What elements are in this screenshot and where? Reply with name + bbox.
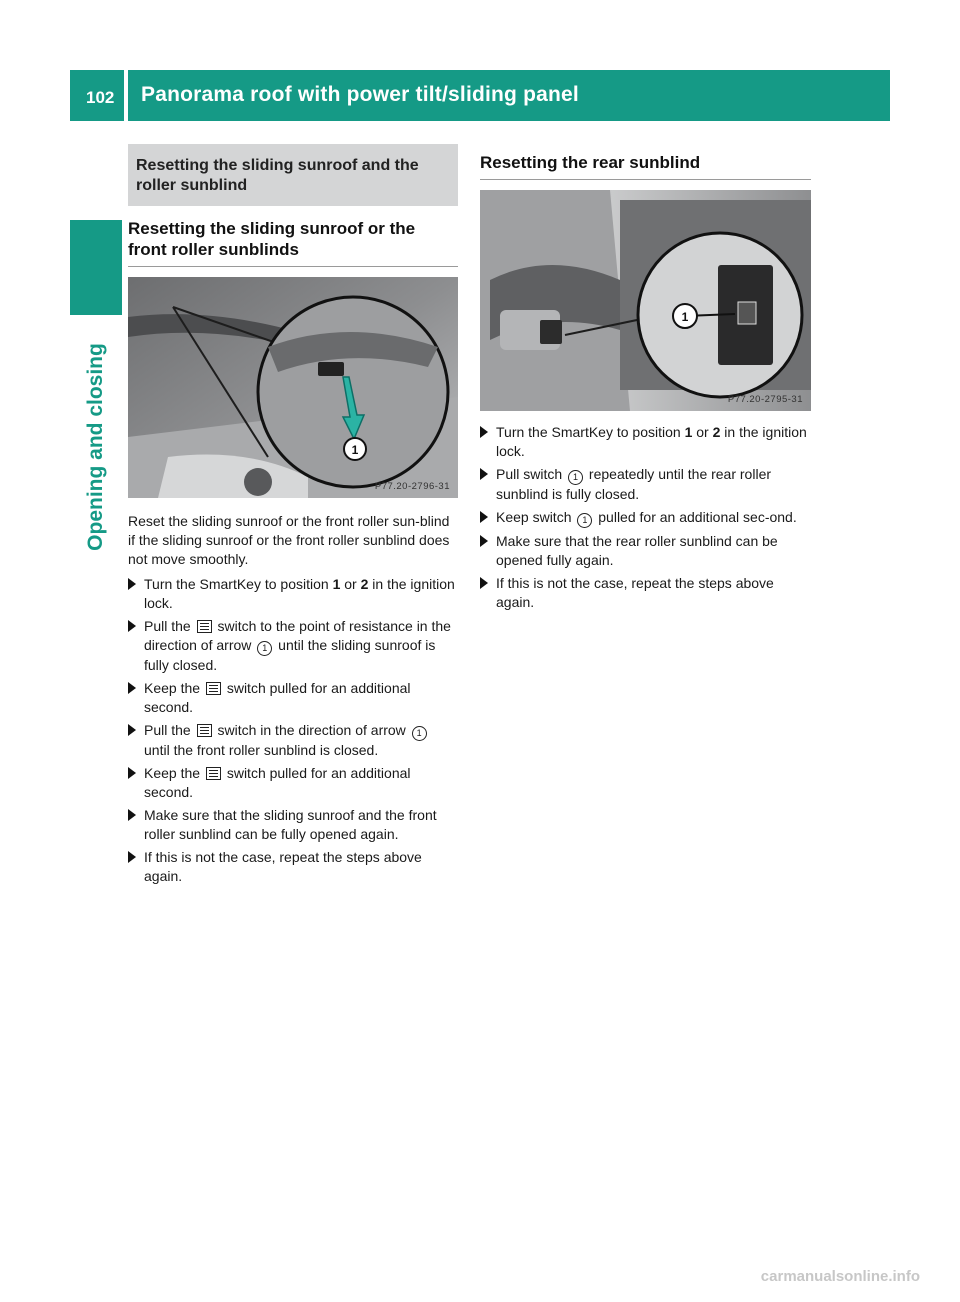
list-item — [128, 806, 458, 844]
step-text: in the ignition lock. — [496, 424, 807, 459]
step-text: Keep the — [144, 765, 204, 781]
list-item — [128, 575, 458, 613]
callout-badge: 1 — [257, 641, 272, 656]
list-item — [128, 679, 458, 717]
right-column — [480, 144, 811, 616]
step-text: Pull the — [144, 722, 195, 738]
step-text: Pull the — [144, 618, 195, 634]
page-title: Panorama roof with power tilt/sliding panel — [141, 83, 579, 106]
watermark: carmanualsonline.info — [760, 1268, 920, 1285]
side-tab-marker — [70, 220, 122, 315]
arrow-bullet-icon — [128, 620, 136, 632]
list-item — [480, 532, 811, 570]
callout-badge: 1 — [568, 470, 583, 485]
section-banner: Resetting the sliding sunroof and the roller sunblind — [128, 144, 458, 206]
arrow-bullet-icon — [128, 809, 136, 821]
list-item — [128, 848, 458, 886]
list-item — [128, 764, 458, 802]
figure-callout: 1 — [681, 310, 689, 324]
arrow-bullet-icon — [128, 724, 136, 736]
roller-sunblind-switch-icon — [206, 682, 221, 695]
step-text: in the ignition lock. — [144, 576, 455, 611]
arrow-bullet-icon — [128, 767, 136, 779]
step-text: switch pulled for an additional second. — [144, 680, 411, 715]
step-text: switch to the point of resistance in the direction of arrow — [144, 618, 451, 653]
header-divider — [124, 70, 128, 121]
step-text: or — [692, 424, 713, 440]
arrow-bullet-icon — [128, 578, 136, 590]
arrow-bullet-icon — [128, 682, 136, 694]
figure-rear-switch — [480, 190, 811, 411]
step-text: until the sliding sunroof is fully closed. — [144, 637, 436, 673]
step-text: Make sure that the rear roller sunblind can be opened fully again. — [496, 533, 778, 568]
step-text: Keep the — [144, 680, 204, 696]
position-number: 1 — [684, 424, 693, 440]
figure-code: P77.20-2795-31 — [727, 394, 803, 405]
intro-paragraph: Reset the sliding sunroof or the front roller sun-blind if the sliding sunroof or the front roller sunblind does not move smoothly. — [128, 513, 450, 567]
step-text: Keep switch — [496, 509, 576, 525]
subheading-front: Resetting the sliding sunroof or the front roller sunblinds — [128, 218, 458, 267]
arrow-bullet-icon — [480, 468, 488, 480]
arrow-bullet-icon — [480, 511, 488, 523]
callout-badge: 1 — [577, 513, 592, 528]
page-number: 102 — [86, 88, 115, 107]
left-column — [128, 144, 458, 890]
list-item — [480, 465, 811, 504]
list-item — [128, 617, 458, 675]
step-text: Pull switch — [496, 466, 567, 482]
step-list-front — [128, 575, 458, 886]
figure-callout: 1 — [351, 443, 359, 457]
step-text: pulled for an additional sec-ond. — [594, 509, 797, 525]
arrow-bullet-icon — [480, 426, 488, 438]
chapter-label: Opening and closing — [84, 343, 107, 551]
step-text: Turn the SmartKey to position — [144, 576, 333, 592]
step-text: repeatedly until the rear roller sunblind is fully closed. — [496, 466, 772, 502]
step-text: Turn the SmartKey to position — [496, 424, 685, 440]
step-text: switch pulled for an additional second. — [144, 765, 411, 800]
step-text: If this is not the case, repeat the steps above again. — [496, 575, 774, 610]
list-item — [480, 574, 811, 612]
roller-sunblind-switch-icon — [197, 620, 212, 633]
list-item — [480, 423, 811, 461]
arrow-bullet-icon — [480, 535, 488, 547]
arrow-bullet-icon — [128, 851, 136, 863]
roller-sunblind-switch-icon — [197, 724, 212, 737]
position-number: 2 — [712, 424, 721, 440]
callout-badge: 1 — [412, 726, 427, 741]
step-text: until the front roller sunblind is closed. — [144, 742, 379, 758]
subheading-rear: Resetting the rear sunblind — [480, 152, 811, 180]
step-text: switch in the direction of arrow — [213, 722, 410, 738]
step-text: If this is not the case, repeat the steps above again. — [144, 849, 422, 884]
step-text: Make sure that the sliding sunroof and the front roller sunblind can be fully opened again. — [144, 807, 437, 842]
figure-front-switch — [128, 277, 458, 498]
position-number: 2 — [360, 576, 369, 592]
figure-code: P77.20-2796-31 — [374, 481, 450, 492]
list-item — [480, 508, 811, 528]
arrow-bullet-icon — [480, 577, 488, 589]
roller-sunblind-switch-icon — [206, 767, 221, 780]
figure-rear-illustration — [480, 190, 811, 411]
list-item — [128, 721, 458, 760]
step-text: or — [340, 576, 361, 592]
step-list-rear — [480, 423, 811, 612]
position-number: 1 — [332, 576, 341, 592]
figure-front-illustration — [128, 277, 458, 498]
